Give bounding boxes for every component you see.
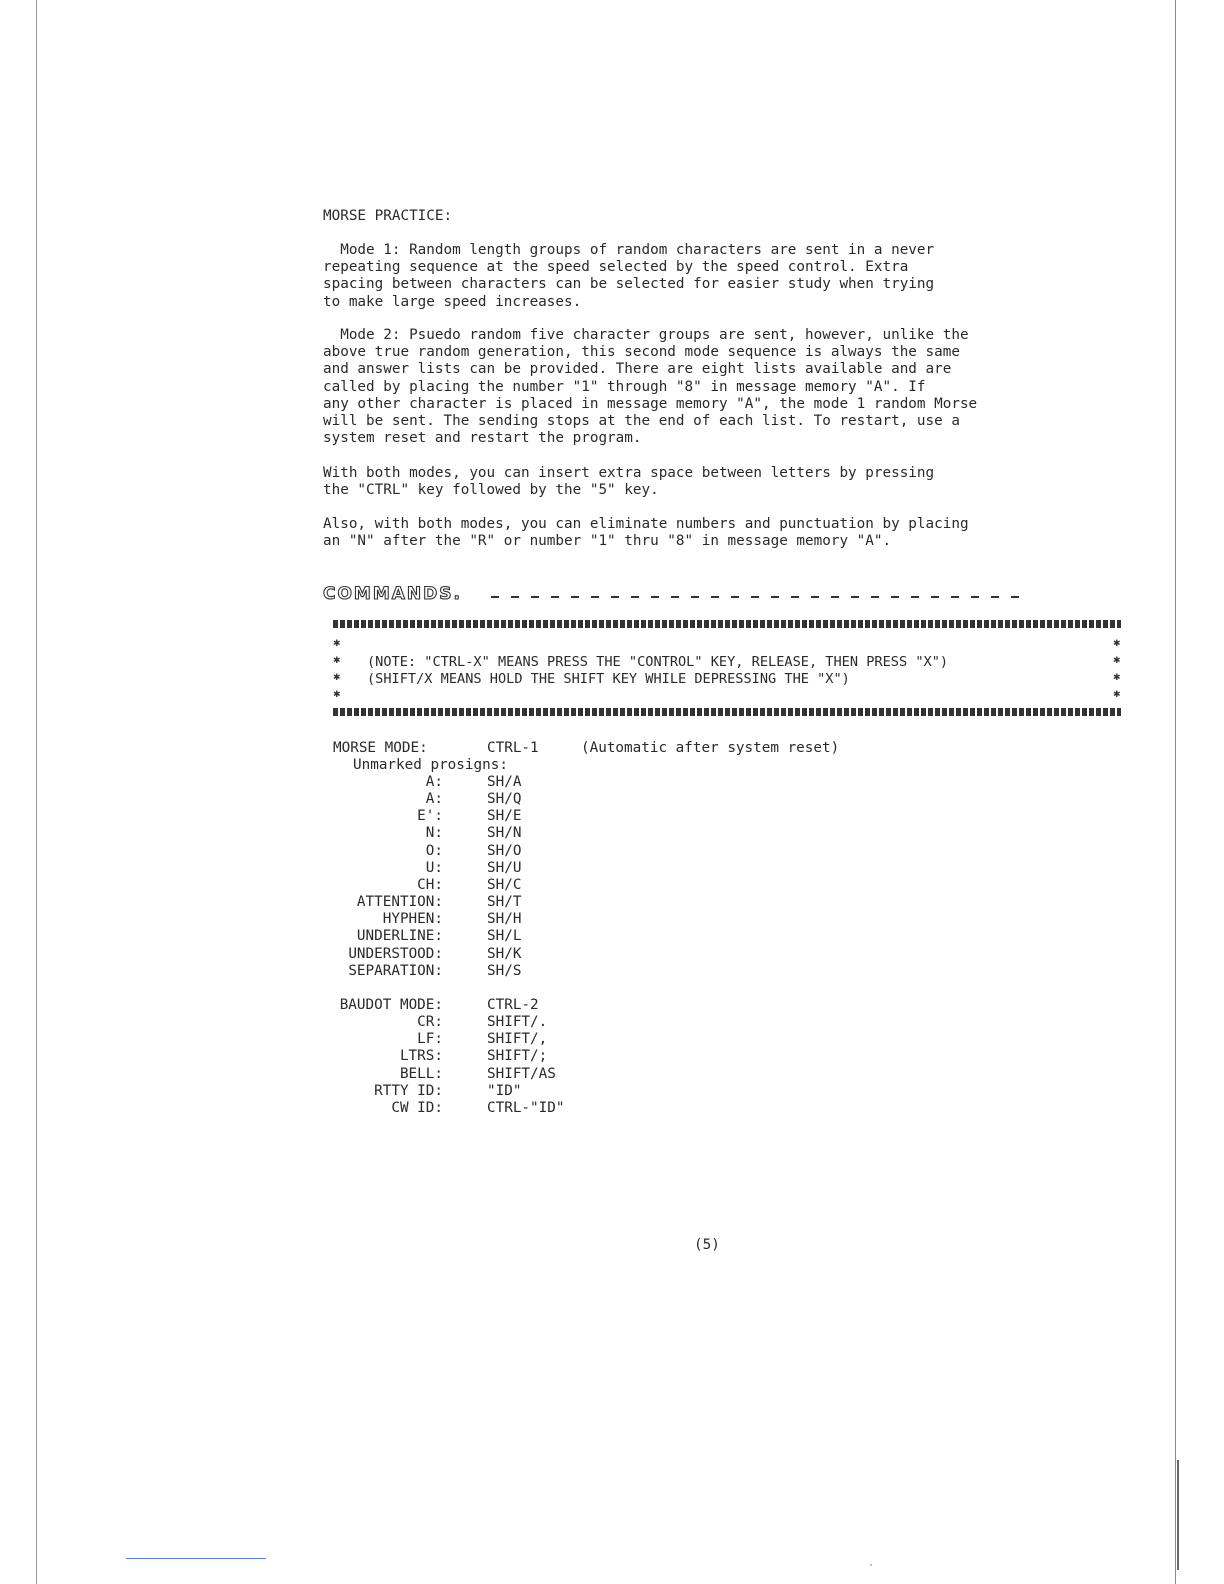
section-title: MORSE PRACTICE: xyxy=(323,208,453,224)
prosigns-heading: Unmarked prosigns: xyxy=(353,757,508,773)
commands-heading-text: COMMANDS. xyxy=(323,584,462,604)
baudot-label: RTTY ID: xyxy=(374,1083,443,1099)
baudot-label: CW ID: xyxy=(391,1100,443,1116)
baudot-key: SHIFT/, xyxy=(487,1031,548,1047)
prosign-key: SH/N xyxy=(487,825,522,841)
paragraph-extra-space: With both modes, you can insert extra space between letters by pressing the "CTRL" key followed by the "5" key. xyxy=(323,465,935,499)
baudot-label: BAUDOT MODE: xyxy=(339,997,443,1013)
morse-mode-note: (Automatic after system reset) xyxy=(581,740,840,756)
note-line-ctrl: (NOTE: "CTRL-X" MEANS PRESS THE "CONTROL" KEY, RELEASE, THEN PRESS "X") xyxy=(367,654,949,670)
dot-leader xyxy=(491,596,1031,598)
baudot-key: CTRL-2 xyxy=(487,997,539,1013)
page-right-edge xyxy=(1175,0,1176,1584)
baudot-label: CR: xyxy=(417,1014,443,1030)
baudot-key: "ID" xyxy=(487,1083,522,1099)
prosign-key: SH/H xyxy=(487,911,522,927)
prosign-label: E': xyxy=(417,808,443,824)
baudot-key: CTRL-"ID" xyxy=(487,1100,565,1116)
prosign-key: SH/L xyxy=(487,928,522,944)
scan-speck: · xyxy=(868,1560,875,1571)
star-border-right xyxy=(1114,695,1120,701)
baudot-key: SHIFT/AS xyxy=(487,1066,556,1082)
baudot-label: LTRS: xyxy=(399,1048,443,1064)
star-border-left xyxy=(334,695,340,701)
prosign-label: N: xyxy=(425,825,443,841)
commands-heading xyxy=(323,584,1043,604)
prosign-label: HYPHEN: xyxy=(382,911,443,927)
paragraph-eliminate-numbers: Also, with both modes, you can eliminate numbers and punctuation by placing an "N" after the "R" or number "1" thru "8" in message memory "A". xyxy=(323,516,969,550)
prosign-key: SH/E xyxy=(487,808,522,824)
note-line-shift: (SHIFT/X MEANS HOLD THE SHIFT KEY WHILE DEPRESSING THE "X") xyxy=(367,671,850,687)
prosign-label: SEPARATION: xyxy=(348,963,443,979)
page-left-edge xyxy=(36,0,37,1584)
prosign-key: SH/U xyxy=(487,860,522,876)
star-border-top xyxy=(333,620,1121,628)
star-border-bottom xyxy=(333,708,1121,716)
prosign-key: SH/K xyxy=(487,946,522,962)
prosign-label: UNDERSTOOD: xyxy=(348,946,443,962)
prosign-label: A: xyxy=(425,791,443,807)
paragraph-mode-1: Mode 1: Random length groups of random characters are sent in a never repeating sequence at the speed selected by the speed control. Extra spacing between characters can be selected for easier study when trying to make large speed increases. xyxy=(323,242,935,310)
baudot-label: LF: xyxy=(417,1031,443,1047)
prosign-key: SH/T xyxy=(487,894,522,910)
prosign-label: UNDERLINE: xyxy=(356,928,443,944)
star-border-right xyxy=(1114,644,1120,650)
baudot-label: BELL: xyxy=(399,1066,443,1082)
prosign-label: O: xyxy=(425,843,443,859)
prosign-label: CH: xyxy=(417,877,443,893)
morse-mode-value: CTRL-1 xyxy=(487,740,539,756)
star-border-left xyxy=(334,644,340,650)
star-border-left xyxy=(334,661,340,667)
prosign-key: SH/O xyxy=(487,843,522,859)
star-border-left xyxy=(334,678,340,684)
star-border-right xyxy=(1114,678,1120,684)
prosign-label: A: xyxy=(425,774,443,790)
prosign-key: SH/A xyxy=(487,774,522,790)
prosign-label: ATTENTION: xyxy=(356,894,443,910)
prosign-label: U: xyxy=(425,860,443,876)
prosign-key: SH/Q xyxy=(487,791,522,807)
paragraph-mode-2: Mode 2: Psuedo random five character groups are sent, however, unlike the above true random generation, this second mode sequence is always the same and answer lists can be provided. There are eight lists available and are called by placing the number "1" through "8" in message memory "A". If any other character is placed in message memory "A", the mode 1 random Morse will be sent. The sending stops at the end of each list. To restart, use a system reset and restart the program. xyxy=(323,327,978,447)
star-border-right xyxy=(1114,661,1120,667)
prosign-key: SH/S xyxy=(487,963,522,979)
prosign-key: SH/C xyxy=(487,877,522,893)
morse-mode-label: MORSE MODE: xyxy=(333,740,428,756)
note-box xyxy=(333,620,1121,716)
blue-rule-line xyxy=(126,1558,266,1559)
page-number: (5) xyxy=(694,1237,720,1253)
page-right-edge-mark xyxy=(1177,1460,1179,1570)
baudot-key: SHIFT/. xyxy=(487,1014,548,1030)
baudot-key: SHIFT/; xyxy=(487,1048,548,1064)
